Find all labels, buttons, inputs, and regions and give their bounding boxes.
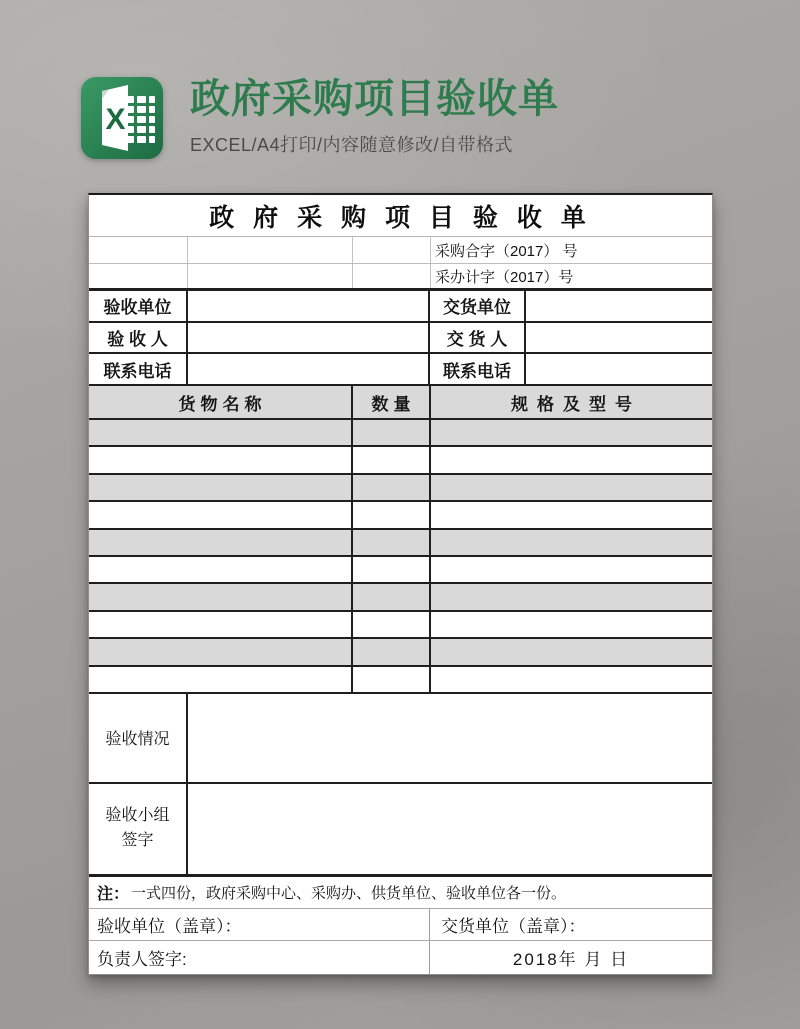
goods-table-row xyxy=(89,612,712,639)
seal-row xyxy=(89,909,712,941)
goods-name-cell[interactable] xyxy=(89,557,353,582)
goods-name-cell[interactable] xyxy=(89,639,353,664)
form-title: 政 府 采 购 项 目 验 收 单 xyxy=(89,195,712,237)
goods-name-cell[interactable] xyxy=(89,420,353,445)
goods-table-row xyxy=(89,475,712,502)
responsible-signature-label: 负责人签字: xyxy=(89,941,430,974)
quantity-cell[interactable] xyxy=(353,584,431,609)
goods-name-cell[interactable] xyxy=(89,530,353,555)
goods-table-row xyxy=(89,420,712,447)
acceptance-status-label: 验收情况 xyxy=(89,694,188,782)
template-hero-header xyxy=(80,76,559,160)
goods-table-row xyxy=(89,639,712,666)
goods-table-row xyxy=(89,557,712,584)
goods-name-cell[interactable] xyxy=(89,475,353,500)
goods-table-row xyxy=(89,667,712,694)
note-row xyxy=(89,877,712,909)
form-sheet xyxy=(88,193,713,975)
empty-cell[interactable] xyxy=(89,237,188,263)
excel-icon xyxy=(80,76,164,160)
signature-field[interactable] xyxy=(188,784,712,874)
goods-table-row xyxy=(89,584,712,611)
acceptance-status-row xyxy=(89,694,712,784)
info-row-units xyxy=(89,291,712,323)
quantity-cell[interactable] xyxy=(353,447,431,472)
date-field: 2018年 月 日 xyxy=(512,949,630,969)
empty-cell[interactable] xyxy=(353,237,431,263)
signature-label xyxy=(89,784,188,874)
note-text: 一式四份，政府采购中心、采购办、供货单位、验收单位各一份。 xyxy=(131,884,567,902)
signature-row xyxy=(89,784,712,877)
quantity-cell[interactable] xyxy=(353,420,431,445)
spec-model-header: 规格及型号 xyxy=(511,394,641,414)
deliverer-field[interactable] xyxy=(526,323,712,353)
spec-model-cell[interactable] xyxy=(431,639,712,664)
delivery-unit-label: 交货单位 xyxy=(430,291,526,321)
spec-model-cell[interactable] xyxy=(431,584,712,609)
delivery-unit-field[interactable] xyxy=(526,291,712,321)
purchase-ref-number[interactable]: 采购合字（2017） 号 xyxy=(435,242,578,260)
ref-number-row-2 xyxy=(89,264,712,291)
goods-table-row xyxy=(89,530,712,557)
acceptor-label: 验 收 人 xyxy=(89,323,188,353)
quantity-cell[interactable] xyxy=(353,639,431,664)
quantity-header: 数量 xyxy=(353,386,431,418)
goods-name-cell[interactable] xyxy=(89,612,353,637)
empty-cell[interactable] xyxy=(89,264,188,288)
goods-name-cell[interactable] xyxy=(89,502,353,527)
goods-name-cell[interactable] xyxy=(89,584,353,609)
quantity-cell[interactable] xyxy=(353,530,431,555)
signature-label-line2: 签字 xyxy=(121,831,154,849)
quantity-cell[interactable] xyxy=(353,502,431,527)
footer-row xyxy=(89,941,712,974)
acceptance-phone-label: 联系电话 xyxy=(89,354,188,384)
delivery-phone-label: 联系电话 xyxy=(430,354,526,384)
goods-name-cell[interactable] xyxy=(89,447,353,472)
spec-model-cell[interactable] xyxy=(431,447,712,472)
note-prefix: 注： xyxy=(97,885,130,903)
quantity-cell[interactable] xyxy=(353,475,431,500)
goods-table-row xyxy=(89,502,712,529)
spec-model-cell[interactable] xyxy=(431,475,712,500)
acceptance-status-field[interactable] xyxy=(188,694,712,782)
acceptance-phone-field[interactable] xyxy=(188,354,430,384)
info-row-phones xyxy=(89,354,712,386)
spec-model-cell[interactable] xyxy=(431,530,712,555)
goods-name-cell[interactable] xyxy=(89,667,353,692)
spec-model-cell[interactable] xyxy=(431,420,712,445)
goods-name-header: 货物名称 xyxy=(89,386,353,418)
empty-cell[interactable] xyxy=(353,264,431,288)
svg-text:X: X xyxy=(105,103,126,136)
goods-table-body xyxy=(89,420,712,694)
spec-model-cell[interactable] xyxy=(431,612,712,637)
deliverer-label: 交 货 人 xyxy=(430,323,526,353)
empty-cell[interactable] xyxy=(188,237,353,263)
goods-table-row xyxy=(89,447,712,474)
info-row-persons xyxy=(89,323,712,355)
ref-number-row-1 xyxy=(89,237,712,264)
template-title: 政府采购项目验收单 xyxy=(190,77,559,121)
delivery-unit-seal-label: 交货单位（盖章）： xyxy=(441,916,586,936)
acceptor-field[interactable] xyxy=(188,323,430,353)
spec-model-cell[interactable] xyxy=(431,557,712,582)
quantity-cell[interactable] xyxy=(353,667,431,692)
procurement-ref-number[interactable]: 采办计字（2017）号 xyxy=(435,268,574,286)
quantity-cell[interactable] xyxy=(353,557,431,582)
delivery-phone-field[interactable] xyxy=(526,354,712,384)
acceptance-unit-seal-label: 验收单位（盖章）： xyxy=(89,909,430,940)
goods-table-header xyxy=(89,386,712,420)
acceptance-unit-label: 验收单位 xyxy=(89,291,188,321)
template-subtitle: EXCEL/A4打印/内容随意修改/自带格式 xyxy=(190,135,514,155)
quantity-cell[interactable] xyxy=(353,612,431,637)
signature-label-line1: 验收小组 xyxy=(105,807,170,825)
spec-model-cell[interactable] xyxy=(431,502,712,527)
acceptance-unit-field[interactable] xyxy=(188,291,430,321)
empty-cell[interactable] xyxy=(188,264,353,288)
spec-model-cell[interactable] xyxy=(431,667,712,692)
